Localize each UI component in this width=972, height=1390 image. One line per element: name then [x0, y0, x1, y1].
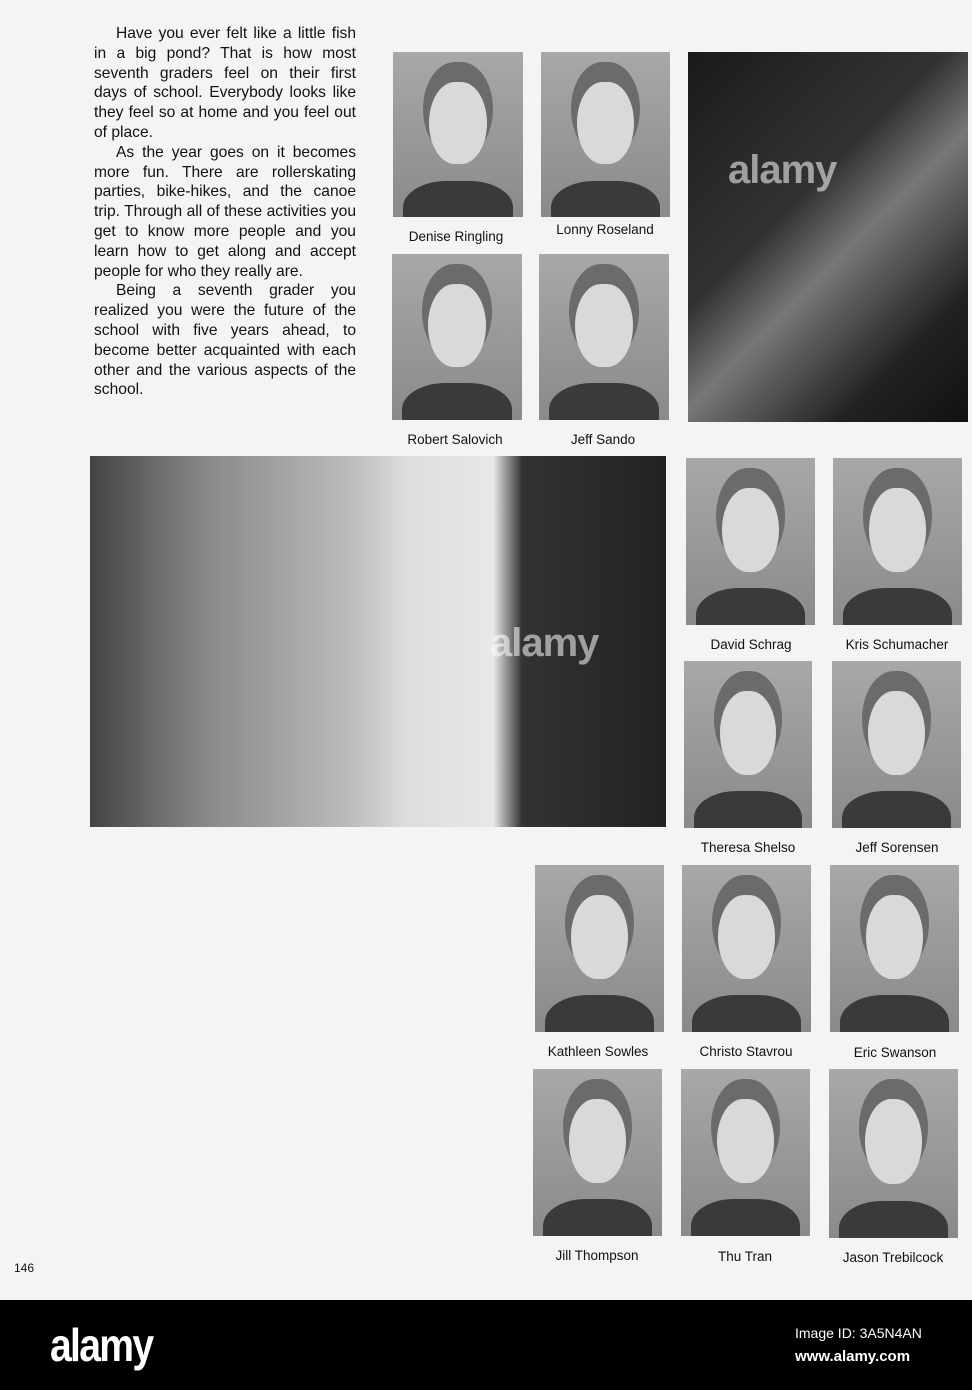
portrait-caption: Jeff Sando [570, 432, 636, 447]
watermark: alamy [728, 148, 837, 192]
portrait-photo [830, 865, 959, 1032]
intro-paragraph: Have you ever felt like a little fish in a big pond? That is how most seventh graders feel on their first days of school. Everybody looks like they feel so at home and you feel out of place. [94, 25, 356, 141]
portrait-caption: Kris Schumacher [845, 637, 949, 652]
intro-paragraph: As the year goes on it becomes more fun. There are rollerskating parties, bike-hikes, and the canoe trip. Through all of these activities you get to know more people and you learn how to get along and accept people for who they really are. [94, 143, 356, 280]
portrait-photo [829, 1069, 958, 1238]
portrait-photo [686, 458, 815, 625]
page-number: 146 [14, 1261, 35, 1275]
portrait-photo [539, 254, 669, 420]
portrait-photo [832, 661, 961, 828]
intro-paragraph: Being a seventh grader you realized you were the future of the school with five years ahead, to become better acquainted with each other and the various aspects of the school. [94, 282, 356, 399]
portrait-photo [684, 661, 812, 828]
watermark: alamy [490, 621, 599, 665]
portrait-caption: Jason Trebilcock [842, 1250, 944, 1265]
image-id: Image ID: 3A5N4AN [795, 1325, 922, 1341]
portrait-photo [535, 865, 664, 1032]
footer-bar [0, 1300, 972, 1390]
footer-url: www.alamy.com [795, 1348, 911, 1365]
portrait-caption: Jill Thompson [555, 1248, 639, 1263]
portrait-caption: Lonny Roseland [556, 222, 654, 237]
portrait-photo [681, 1069, 810, 1236]
intro-text [94, 24, 356, 400]
portrait-caption: David Schrag [710, 637, 792, 652]
portrait-photo [392, 254, 522, 420]
portrait-photo [533, 1069, 662, 1236]
portrait-caption: Christo Stavrou [699, 1044, 793, 1059]
portrait-photo [833, 458, 962, 625]
candid-photo-girl-reading [688, 52, 968, 422]
portrait-photo [541, 52, 670, 217]
portrait-photo [393, 52, 523, 217]
portrait-photo [682, 865, 811, 1032]
portrait-caption: Theresa Shelso [700, 840, 796, 855]
candid-photo-students-hallway [90, 456, 666, 827]
portrait-caption: Kathleen Sowles [547, 1044, 649, 1059]
portrait-caption: Thu Tran [717, 1249, 773, 1264]
portrait-caption: Eric Swanson [853, 1045, 937, 1060]
portrait-caption: Jeff Sorensen [855, 840, 939, 855]
alamy-logo: alamy [50, 1319, 153, 1371]
portrait-caption: Denise Ringling [408, 229, 504, 244]
portrait-caption: Robert Salovich [407, 432, 503, 447]
